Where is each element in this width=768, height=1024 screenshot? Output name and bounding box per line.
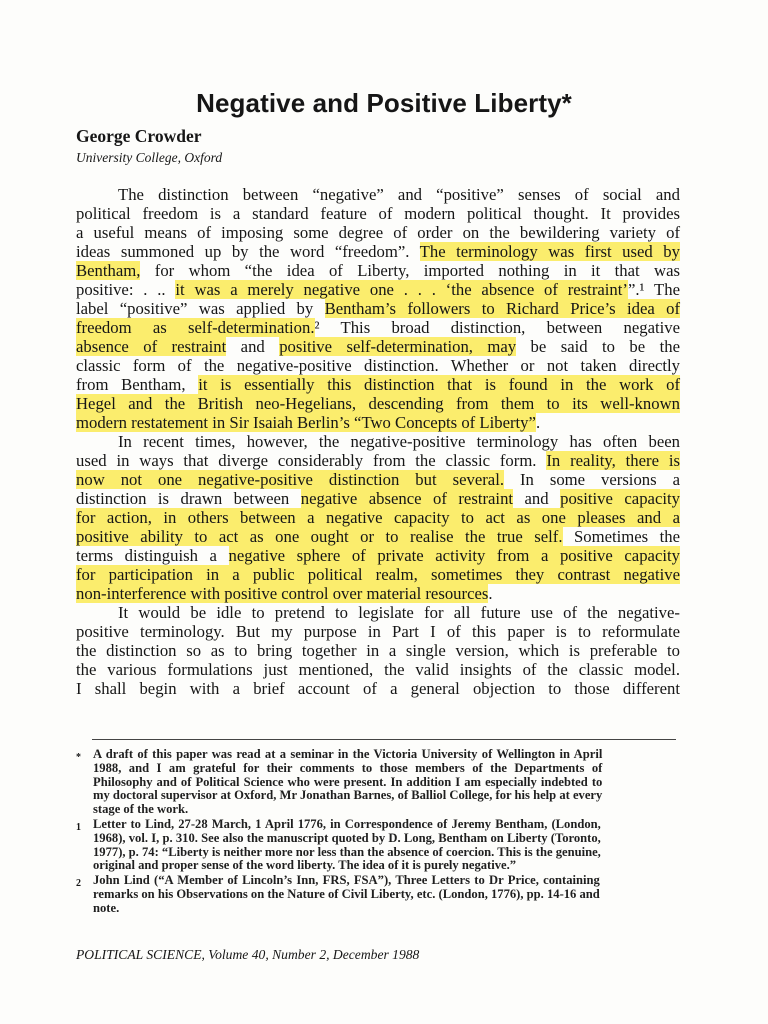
body-line [76,489,680,508]
body-line [76,185,680,204]
highlighted-text: negative sphere of private activity from a positive capacity [228,546,680,565]
footnote-text [93,818,601,873]
body-line [76,660,680,679]
footnote-marker: 2 [76,878,81,890]
author-affiliation: University College, Oxford [76,150,223,165]
body-line [76,546,680,565]
footnote-line: Letter to Lind, 27-28 March, 1 April 1776, in Correspondence of Jeremy Bentham, (London, [93,816,601,831]
body-line [76,337,680,356]
body-line [76,451,680,470]
footnote-line: 1977), p. 74: “Liberty is neither more nor less than the absence of coercion. This is the genuine, [93,844,601,859]
footnote-line: 1988, and I am grateful for their comments to those members of the Departments of [93,760,603,775]
text-run: classic form of the negative-positive distinction. Whether or not taken directly [76,356,680,375]
text-run: positive terminology. But my purpose in Part I of this paper is to reformulate [76,622,680,641]
text-run: Sometimes the [562,527,680,546]
body-line [76,470,680,489]
body-line [76,223,680,242]
footnote-text [93,748,602,817]
text-run: political freedom is a standard feature of modern political thought. It provides [76,204,680,223]
body-line [76,508,680,527]
footnote-line: stage of the work. [93,802,189,817]
body-line [76,242,680,261]
body-text [76,185,680,698]
body-line [76,318,680,337]
highlighted-text: modern restatement in Sir Isaiah Berlin’s “Two Concepts of Liberty” [76,413,536,432]
text-run: be said to be the [516,337,680,356]
footnote-line: 1968), vol. I, p. 310. See also the manuscript quoted by D. Long, Bentham on Liberty (Toronto, [93,830,601,845]
highlighted-text: it was a merely negative one . . . ‘the absence of restraint’ [175,280,628,299]
text-run: and [513,489,561,508]
text-run: . [488,584,493,603]
footnote-marker: * [76,752,81,763]
text-run: positive: . .. [76,280,176,299]
body-line [76,679,680,698]
text-run: I shall begin with a brief account of a general objection to those different [76,679,680,698]
text-run: The distinction between “negative” and “positive” senses of social and [118,185,680,204]
text-run: In recent times, however, the negative-positive terminology has often been [118,432,680,451]
highlighted-text: Bentham, [76,261,141,280]
body-line [76,622,680,641]
highlighted-text: for participation in a public political realm, sometimes they contrast negative [76,565,680,584]
text-run: distinction is drawn between [76,489,301,508]
highlighted-text: negative absence of restraint [300,489,514,508]
body-line [76,375,680,394]
highlighted-text: The terminology was first used by [419,242,680,261]
footnote-marker: 1 [76,821,81,833]
journal-footer: POLITICAL SCIENCE, Volume 40, Number 2, December 1988 [76,947,420,962]
footnote-line: my doctoral supervisor at Oxford, Mr Jonathan Barnes, of Balliol College, for his help at every [93,788,603,803]
body-line [76,394,680,413]
body-line [76,432,680,451]
highlighted-text: freedom as self-determination. [76,318,315,337]
footnotes [76,748,680,917]
text-run: ² This broad distinction, between negative [314,318,680,337]
text-run: the various formulations just mentioned, the valid insights of the classic model. [76,660,680,679]
highlighted-text: In reality, there is [546,451,680,470]
body-line [76,603,680,622]
text-run: . [535,413,541,432]
text-run: It would be idle to pretend to legislate for all future use of the negative- [118,603,680,622]
body-line [76,641,680,660]
body-line [76,584,680,603]
body-line [76,356,680,375]
footnote-line: remarks on his Observations on the Nature of Civil Liberty, etc. (London, 1776), pp. 14-16 and [93,886,600,901]
paper-title: Negative and Positive Liberty* [196,88,572,118]
body-line [76,261,680,280]
author-name: George Crowder [76,126,202,146]
text-run: for whom “the idea of Liberty, imported nothing in it that was [140,261,680,280]
footnote [76,874,680,915]
footnote-line: John Lind (“A Member of Lincoln’s Inn, FRS, FSA”), Three Letters to Dr Price, containing [93,873,600,888]
footnote-line: A draft of this paper was read at a seminar in the Victoria University of Wellington in April [93,747,603,761]
highlighted-text: absence of restraint [76,337,227,356]
body-line [76,565,680,584]
body-line [76,299,680,318]
text-run: and [226,337,280,356]
text-run: from Bentham, [76,375,199,394]
highlighted-text: it is essentially this distinction that is found in the work of [198,375,681,394]
highlighted-text: Bentham’s followers to Richard Price’s idea of [324,299,681,318]
text-run: ”.¹ The [627,280,680,299]
footnote [76,818,680,873]
footnote [76,748,680,817]
text-run: ideas summoned up by the word “freedom”. [76,242,420,261]
body-line [76,527,680,546]
highlighted-text: now not one negative-positive distinction but several. [76,470,505,489]
footnote-separator [92,739,676,740]
text-run: a useful means of imposing some degree of order on the bewildering variety of [76,223,680,242]
highlighted-text: positive capacity [560,489,680,508]
text-run: label “positive” was applied by [76,299,325,318]
text-run: terms distinguish a [76,546,229,565]
footnote-line: note. [93,900,120,915]
body-line [76,413,680,432]
highlighted-text: positive ability to act as one ought or to realise the true self. [76,527,563,546]
footnote-line: original and proper sense of the word liberty. The idea of it is purely negative.” [93,858,517,873]
text-run: used in ways that diverge considerably from the classic form. [76,451,547,470]
highlighted-text: for action, in others between a negative capacity to act as one pleases and a [76,508,680,527]
body-line [76,280,680,299]
highlighted-text: positive self-determination, may [279,337,517,356]
highlighted-text: Hegel and the British neo-Hegelians, descending from them to its well-known [76,394,680,413]
text-run: the distinction so as to bring together in a single version, which is preferable to [76,641,680,660]
footnote-line: Philosophy and of Political Science who were present. In addition I am especially indebted to [93,774,603,789]
highlighted-text: non-interference with positive control over material resources [76,584,489,603]
body-line [76,204,680,223]
footnote-text [93,874,600,915]
text-run: In some versions a [504,470,680,489]
